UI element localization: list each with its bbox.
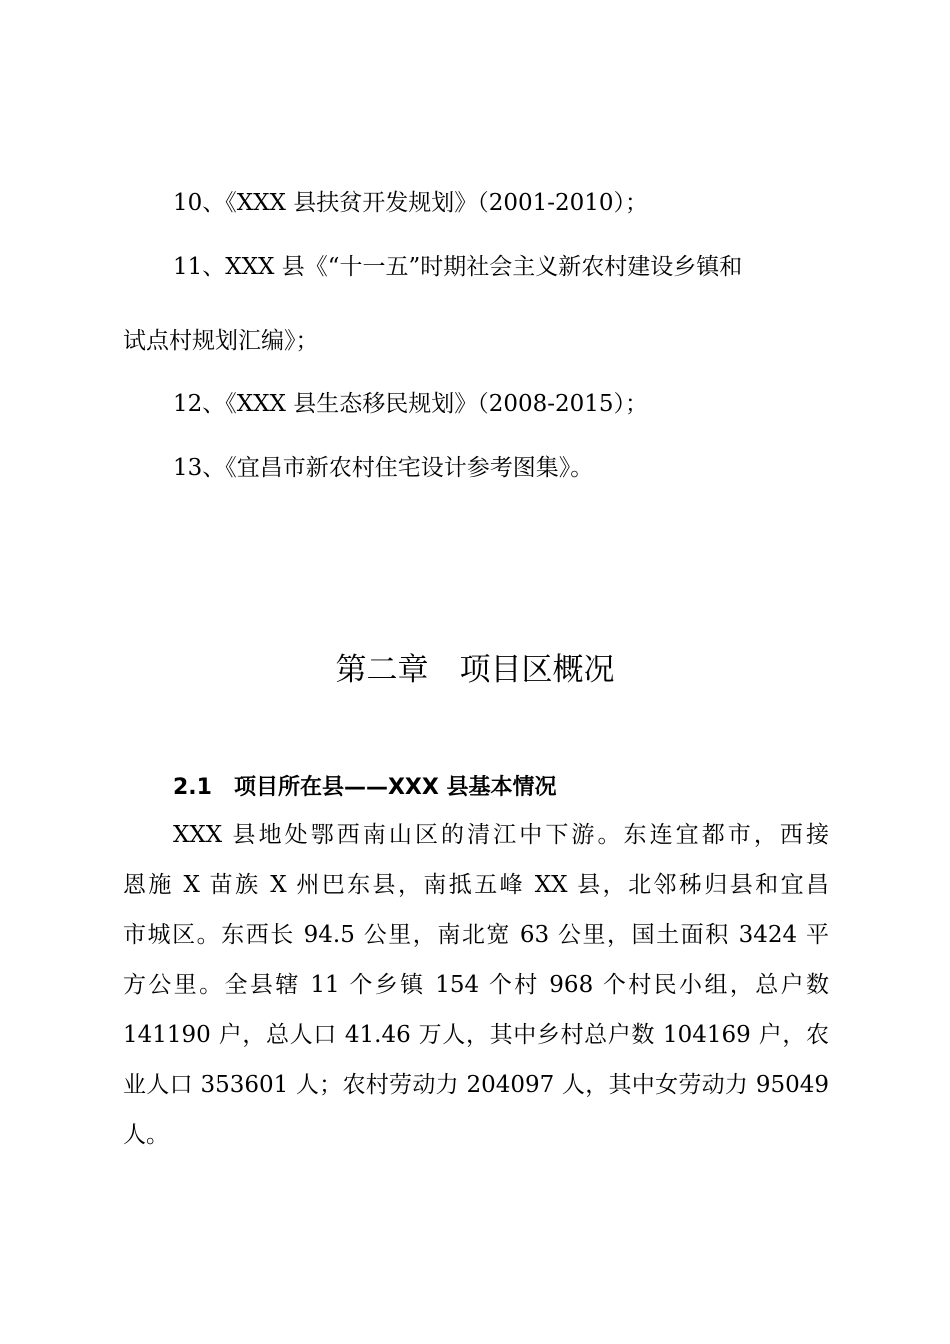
- body-line: 141190 户，总人口 41.46 万人，其中乡村总户数 104169 户，农: [123, 1022, 829, 1048]
- body-line: XXX 县地处鄂西南山区的清江中下游。东连宜都市，西接: [173, 822, 829, 848]
- reference-item-11-continued: 试点村规划汇编》；: [123, 328, 319, 354]
- body-line: 业人口 353601 人；农村劳动力 204097 人，其中女劳动力 95049: [123, 1072, 829, 1098]
- reference-item-10: 10、《XXX 县扶贫开发规划》（2001-2010）；: [173, 190, 649, 216]
- body-line: 市城区。东西长 94.5 公里，南北宽 63 公里，国土面积 3424 平: [123, 922, 829, 948]
- body-line: 恩施 X 苗族 X 州巴东县，南抵五峰 XX 县，北邻秭归县和宜昌: [123, 872, 829, 898]
- chapter-title: 第二章 项目区概况: [335, 652, 615, 688]
- section-heading: 2.1 项目所在县——XXX 县基本情况: [173, 775, 557, 800]
- reference-item-12: 12、《XXX 县生态移民规划》（2008-2015）；: [173, 391, 649, 417]
- body-line: 人。: [123, 1122, 169, 1148]
- reference-item-11: 11、XXX 县《“十一五”时期社会主义新农村建设乡镇和: [173, 254, 743, 280]
- reference-item-13: 13、《宜昌市新农村住宅设计参考图集》。: [173, 455, 594, 481]
- body-line: 方公里。全县辖 11 个乡镇 154 个村 968 个村民小组，总户数: [123, 972, 829, 998]
